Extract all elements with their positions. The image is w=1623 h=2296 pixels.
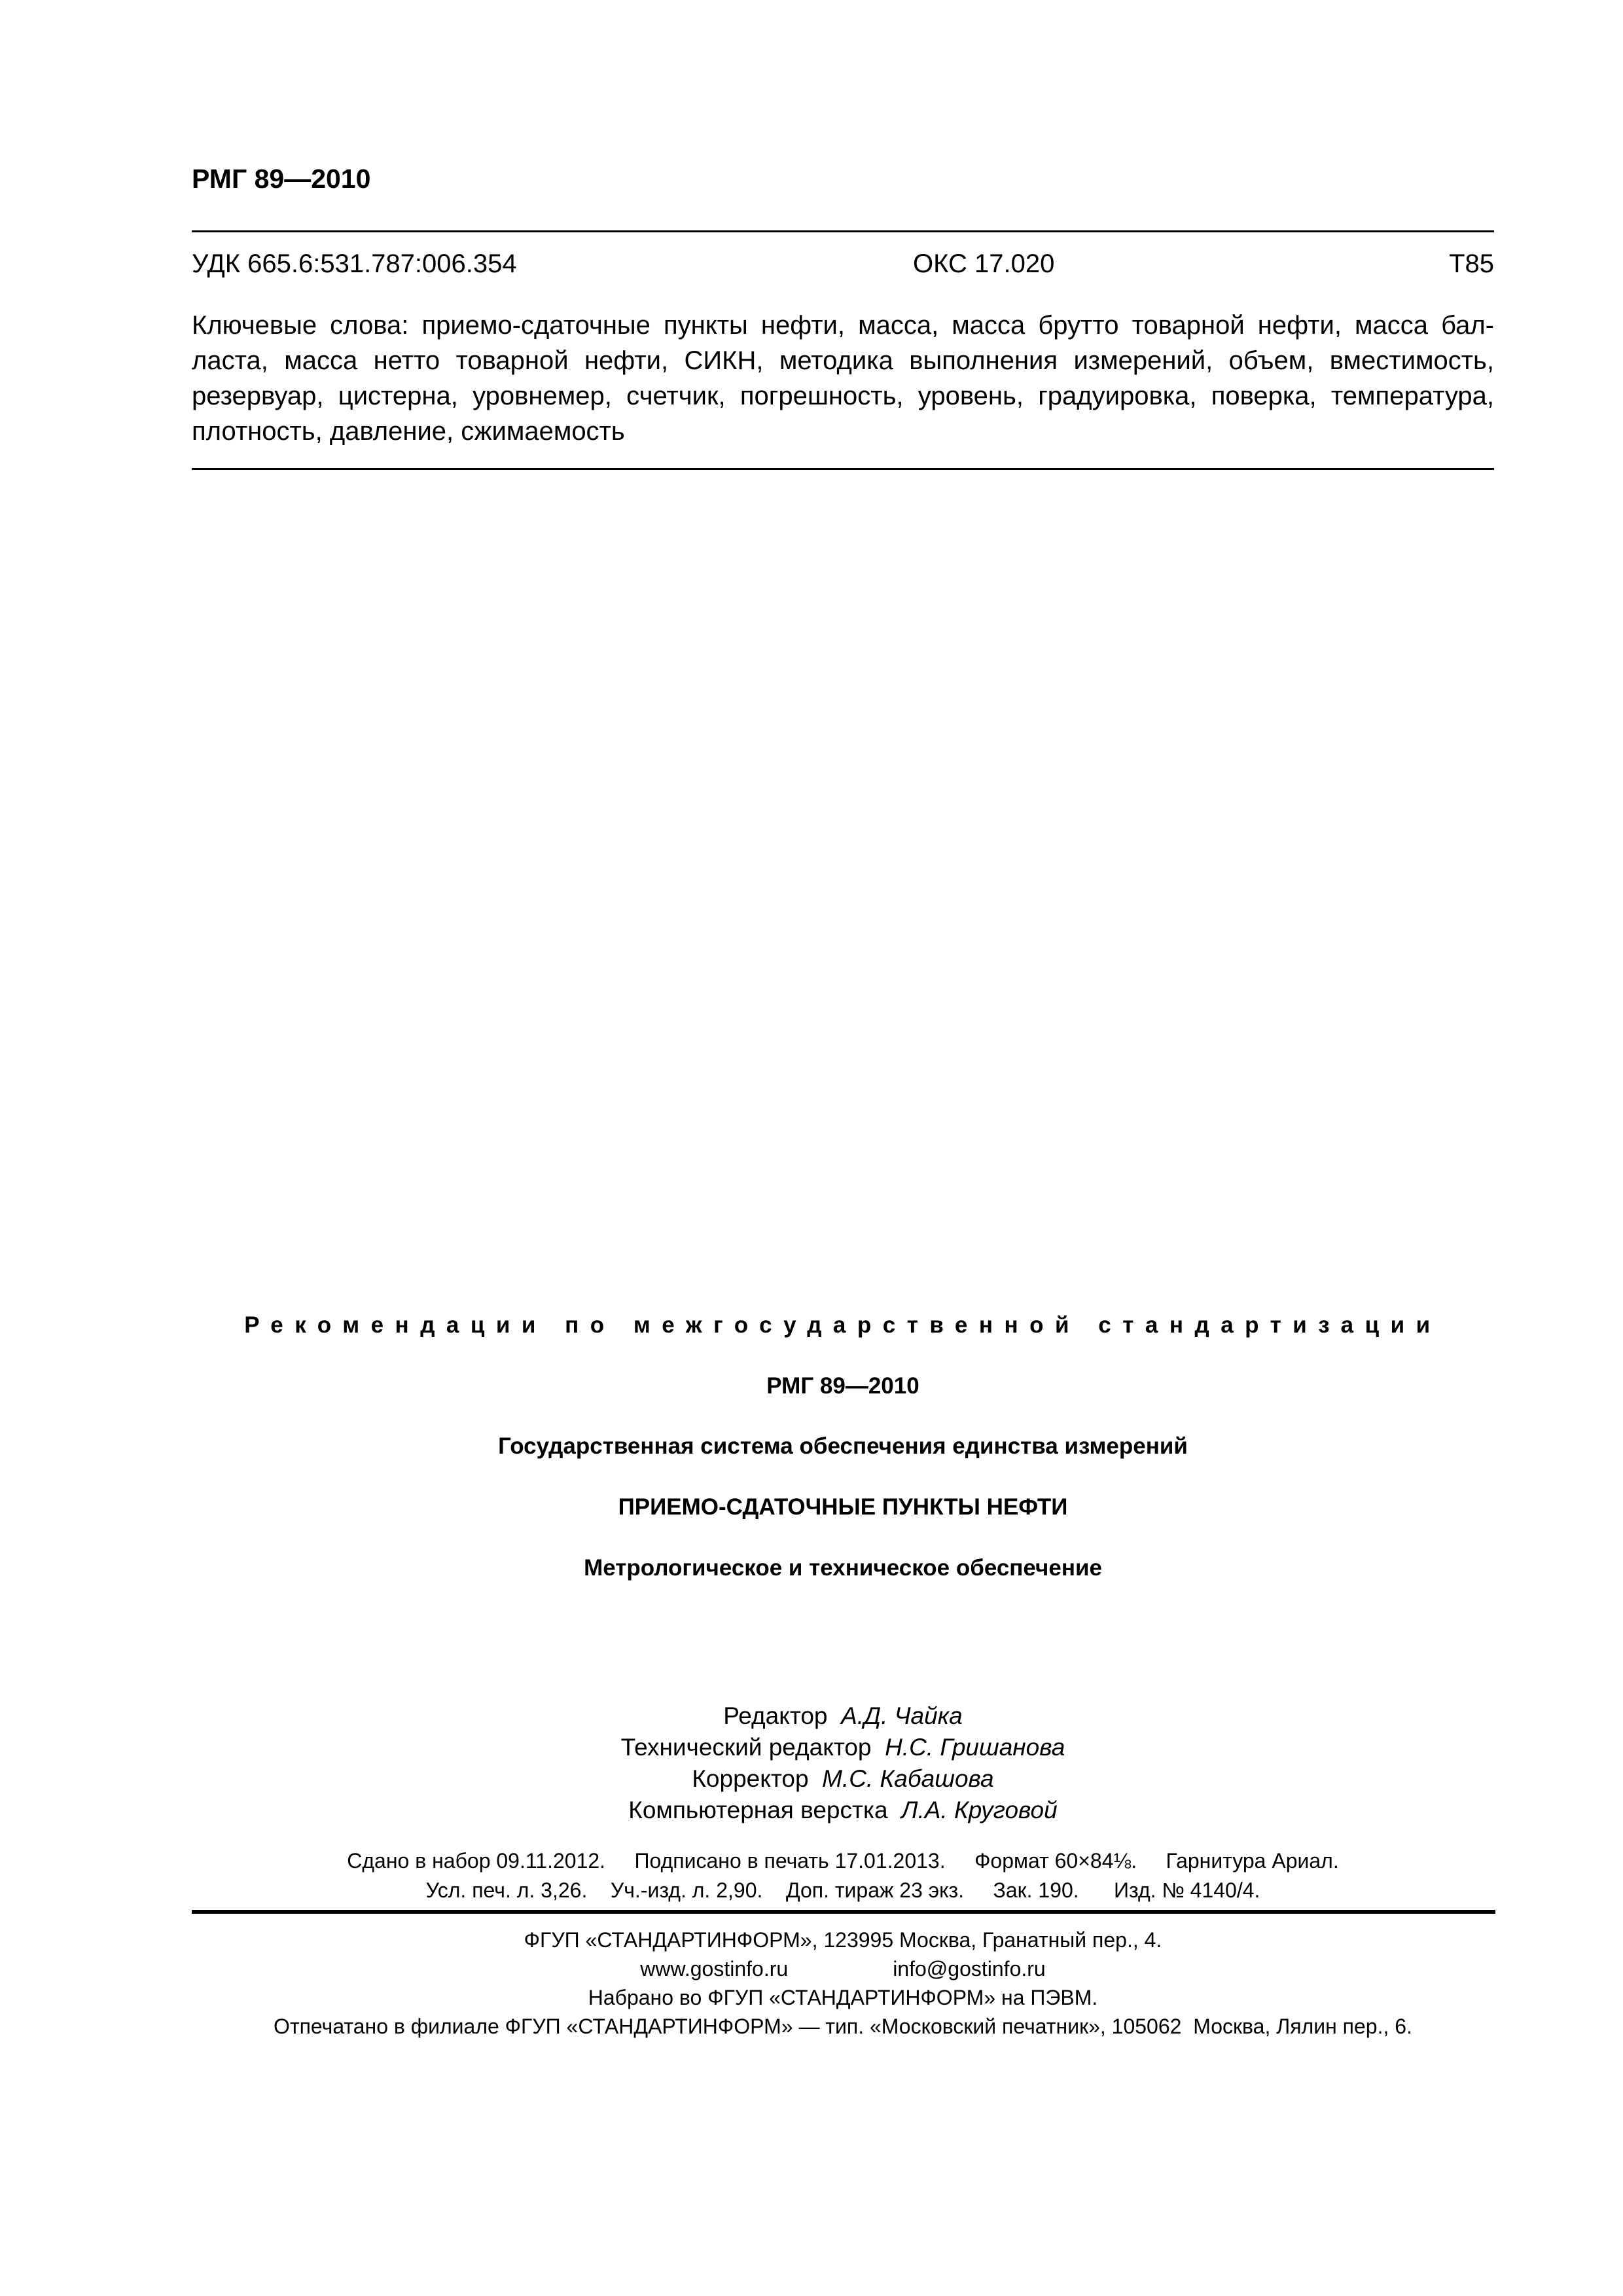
colophon-system-title: Государственная система обеспечения единства измерений <box>498 1433 1188 1459</box>
publisher-typeset: Набрано во ФГУП «СТАНДАРТИНФОРМ» на ПЭВМ. <box>588 1986 1098 2009</box>
staff-name: Н.С. Гришанова <box>885 1734 1065 1761</box>
staff-tech-editor <box>192 1732 1494 1763</box>
print-data-line: Сдано в набор 09.11.2012. Подписано в печать 17.01.2013. Формат 60×84⅛. Гарнитура Ариал. <box>347 1849 1339 1873</box>
staff-name: А.Д. Чайка <box>841 1702 963 1729</box>
print-data-line: Усл. печ. л. 3,26. Уч.-изд. л. 2,90. Доп. тираж 23 экз. Зак. 190. Изд. № 4140/4. <box>425 1878 1260 1902</box>
keywords-paragraph: Ключевые слова: приемо-сдаточные пункты нефти, масса, масса брутто товарной нефти, масса бал-ласта, масса нетто товарной нефти, СИКН, методика выполнения измерений, объем, вместимость, резервуар, цистерна, уровнемер, счетчик, погрешность, уровень, градуировка, поверка, температура, плотность, давление, сжимаемость <box>192 311 1494 446</box>
staff-proofreader <box>192 1763 1494 1795</box>
staff-layout <box>192 1795 1494 1826</box>
document-code: РМГ 89—2010 <box>192 164 371 194</box>
staff-role: Технический редактор <box>620 1734 872 1761</box>
staff-name: Л.А. Круговой <box>901 1797 1058 1823</box>
staff-editor <box>192 1700 1494 1732</box>
staff-role: Редактор <box>723 1702 828 1729</box>
classification-row <box>192 247 1494 280</box>
t-code: Т85 <box>1449 249 1494 278</box>
staff-role: Компьютерная верстка <box>628 1797 888 1823</box>
print-data <box>192 1846 1494 1905</box>
publisher-printed: Отпечатано в филиале ФГУП «СТАНДАРТИНФОРМ» — тип. «Московский печатник», 105062 Москва, Лялин пер., 6. <box>274 2015 1412 2038</box>
staff-role: Корректор <box>692 1765 809 1792</box>
colophon-divider <box>192 1910 1495 1914</box>
oks-code: ОКС 17.020 <box>913 249 1055 278</box>
staff-name: М.С. Кабашова <box>822 1765 994 1792</box>
colophon-code: РМГ 89—2010 <box>766 1373 919 1399</box>
udk-code: УДК 665.6:531.787:006.354 <box>192 249 517 278</box>
colophon-subtitle: Метрологическое и техническое обеспечение <box>584 1555 1102 1581</box>
publisher-address: ФГУП «СТАНДАРТИНФОРМ», 123995 Москва, Гранатный пер., 4. <box>524 1928 1162 1952</box>
header-divider-bottom <box>192 468 1494 470</box>
staff-list <box>192 1700 1494 1826</box>
colophon-main-title: ПРИЕМО-СДАТОЧНЫЕ ПУНКТЫ НЕФТИ <box>618 1494 1068 1520</box>
header-divider-top <box>192 230 1494 232</box>
publisher-contacts: www.gostinfo.ru info@gostinfo.ru <box>640 1957 1046 1981</box>
series-title: Рекомендации по межгосударственной стандартизации <box>244 1312 1442 1338</box>
publisher-info <box>192 1926 1494 2041</box>
